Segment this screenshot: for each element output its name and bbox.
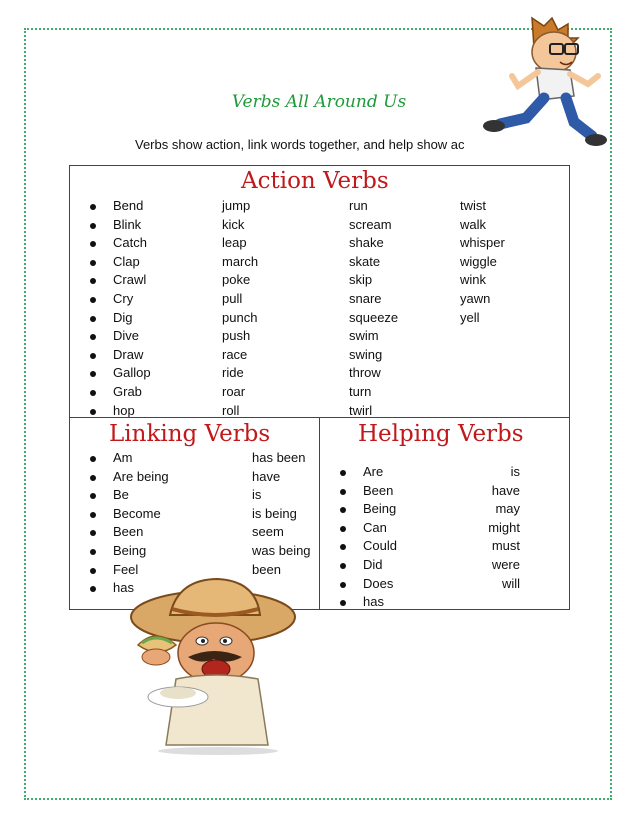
linking-verb: been bbox=[252, 561, 281, 577]
linking-verb: seem bbox=[252, 524, 284, 540]
action-verb: Dig bbox=[86, 309, 151, 328]
helping-verbs-column-1 bbox=[336, 463, 397, 612]
action-verb: turn bbox=[349, 383, 372, 399]
action-verb: push bbox=[222, 328, 251, 344]
action-verb: Crawl bbox=[86, 271, 151, 290]
action-verb: Draw bbox=[86, 346, 151, 365]
linking-verb: Being bbox=[86, 542, 169, 561]
helping-verb: Did bbox=[336, 556, 397, 575]
helping-verb: has bbox=[336, 593, 397, 612]
action-verb: pull bbox=[222, 290, 243, 306]
action-verb: twist bbox=[460, 198, 486, 213]
action-verb: ride bbox=[222, 365, 244, 381]
helping-verb: is bbox=[510, 464, 520, 479]
helping-verb: might bbox=[488, 519, 520, 535]
action-verb: hop bbox=[86, 402, 151, 421]
action-verb: Cry bbox=[86, 290, 151, 309]
action-verb: leap bbox=[222, 235, 247, 251]
action-verbs-box bbox=[69, 165, 570, 418]
action-verb: run bbox=[349, 198, 368, 213]
linking-verb: is being bbox=[252, 505, 297, 521]
helping-verb: may bbox=[495, 501, 520, 517]
linking-verb: has bbox=[86, 579, 169, 598]
helping-verb: Can bbox=[336, 519, 397, 538]
helping-verbs-heading: Helping Verbs bbox=[358, 421, 524, 447]
helping-verbs-column-2 bbox=[460, 463, 520, 593]
action-verb: wink bbox=[460, 272, 487, 288]
linking-verb: was being bbox=[252, 542, 311, 558]
helping-verb: Being bbox=[336, 500, 397, 519]
linking-verb: is bbox=[252, 487, 262, 503]
helping-verb: have bbox=[491, 482, 520, 498]
linking-verb: Feel bbox=[86, 561, 169, 580]
linking-verb: Are being bbox=[86, 468, 169, 487]
action-verb: race bbox=[222, 346, 248, 362]
helping-verb: Are bbox=[336, 463, 397, 482]
helping-verb: must bbox=[491, 538, 520, 554]
action-verb: throw bbox=[349, 365, 381, 381]
helping-verb: Does bbox=[336, 575, 397, 594]
action-verb: Grab bbox=[86, 383, 151, 402]
action-verb: twirl bbox=[349, 402, 373, 418]
action-verb: swing bbox=[349, 346, 383, 362]
helping-verbs-box bbox=[319, 417, 570, 610]
action-verb: yell bbox=[460, 309, 480, 325]
action-verb: wiggle bbox=[460, 253, 497, 269]
helping-verb: Could bbox=[336, 537, 397, 556]
action-verbs-heading: Action Verbs bbox=[241, 168, 389, 194]
action-verb: yawn bbox=[460, 290, 491, 306]
action-verb: skip bbox=[349, 272, 373, 288]
action-verbs-column-1 bbox=[86, 197, 151, 420]
action-verbs-column-4 bbox=[460, 197, 505, 327]
action-verb: snare bbox=[349, 290, 382, 306]
action-verb: Dive bbox=[86, 327, 151, 346]
linking-verb: Be bbox=[86, 486, 169, 505]
action-verb: march bbox=[222, 253, 259, 269]
linking-verb: Been bbox=[86, 523, 169, 542]
action-verb: Clap bbox=[86, 253, 151, 272]
action-verb: Gallop bbox=[86, 364, 151, 383]
helping-verb: will bbox=[501, 575, 520, 591]
linking-verb: has been bbox=[252, 450, 306, 465]
action-verb: swim bbox=[349, 328, 379, 344]
action-verb: punch bbox=[222, 309, 258, 325]
running-boy-illustration bbox=[470, 12, 610, 152]
action-verb: scream bbox=[349, 216, 392, 232]
helping-verb: were bbox=[491, 556, 520, 572]
action-verb: jump bbox=[222, 198, 251, 213]
action-verb: Catch bbox=[86, 234, 151, 253]
action-verb: skate bbox=[349, 253, 381, 269]
action-verb: Bend bbox=[86, 197, 151, 216]
action-verb: poke bbox=[222, 272, 251, 288]
linking-verb: have bbox=[252, 468, 281, 484]
action-verb: kick bbox=[222, 216, 245, 232]
page-subtitle: Verbs show action, link words together, and help show ac bbox=[135, 137, 465, 152]
helping-verb: Been bbox=[336, 482, 397, 501]
action-verb: shake bbox=[349, 235, 384, 251]
action-verb: roll bbox=[222, 402, 240, 418]
linking-verb: Become bbox=[86, 505, 169, 524]
action-verb: roar bbox=[222, 383, 246, 399]
action-verb: squeeze bbox=[349, 309, 399, 325]
action-verbs-column-2 bbox=[222, 197, 258, 420]
linking-verb: Am bbox=[86, 449, 169, 468]
action-verb: Blink bbox=[86, 216, 151, 235]
page-title: Verbs All Around Us bbox=[231, 92, 407, 112]
linking-verbs-column-2 bbox=[252, 449, 311, 579]
action-verb: whisper bbox=[460, 235, 505, 251]
action-verb: walk bbox=[460, 216, 487, 232]
linking-verbs-heading: Linking Verbs bbox=[109, 421, 271, 447]
mexican-chef-eating-illustration bbox=[118, 575, 313, 757]
action-verbs-column-3 bbox=[349, 197, 398, 420]
